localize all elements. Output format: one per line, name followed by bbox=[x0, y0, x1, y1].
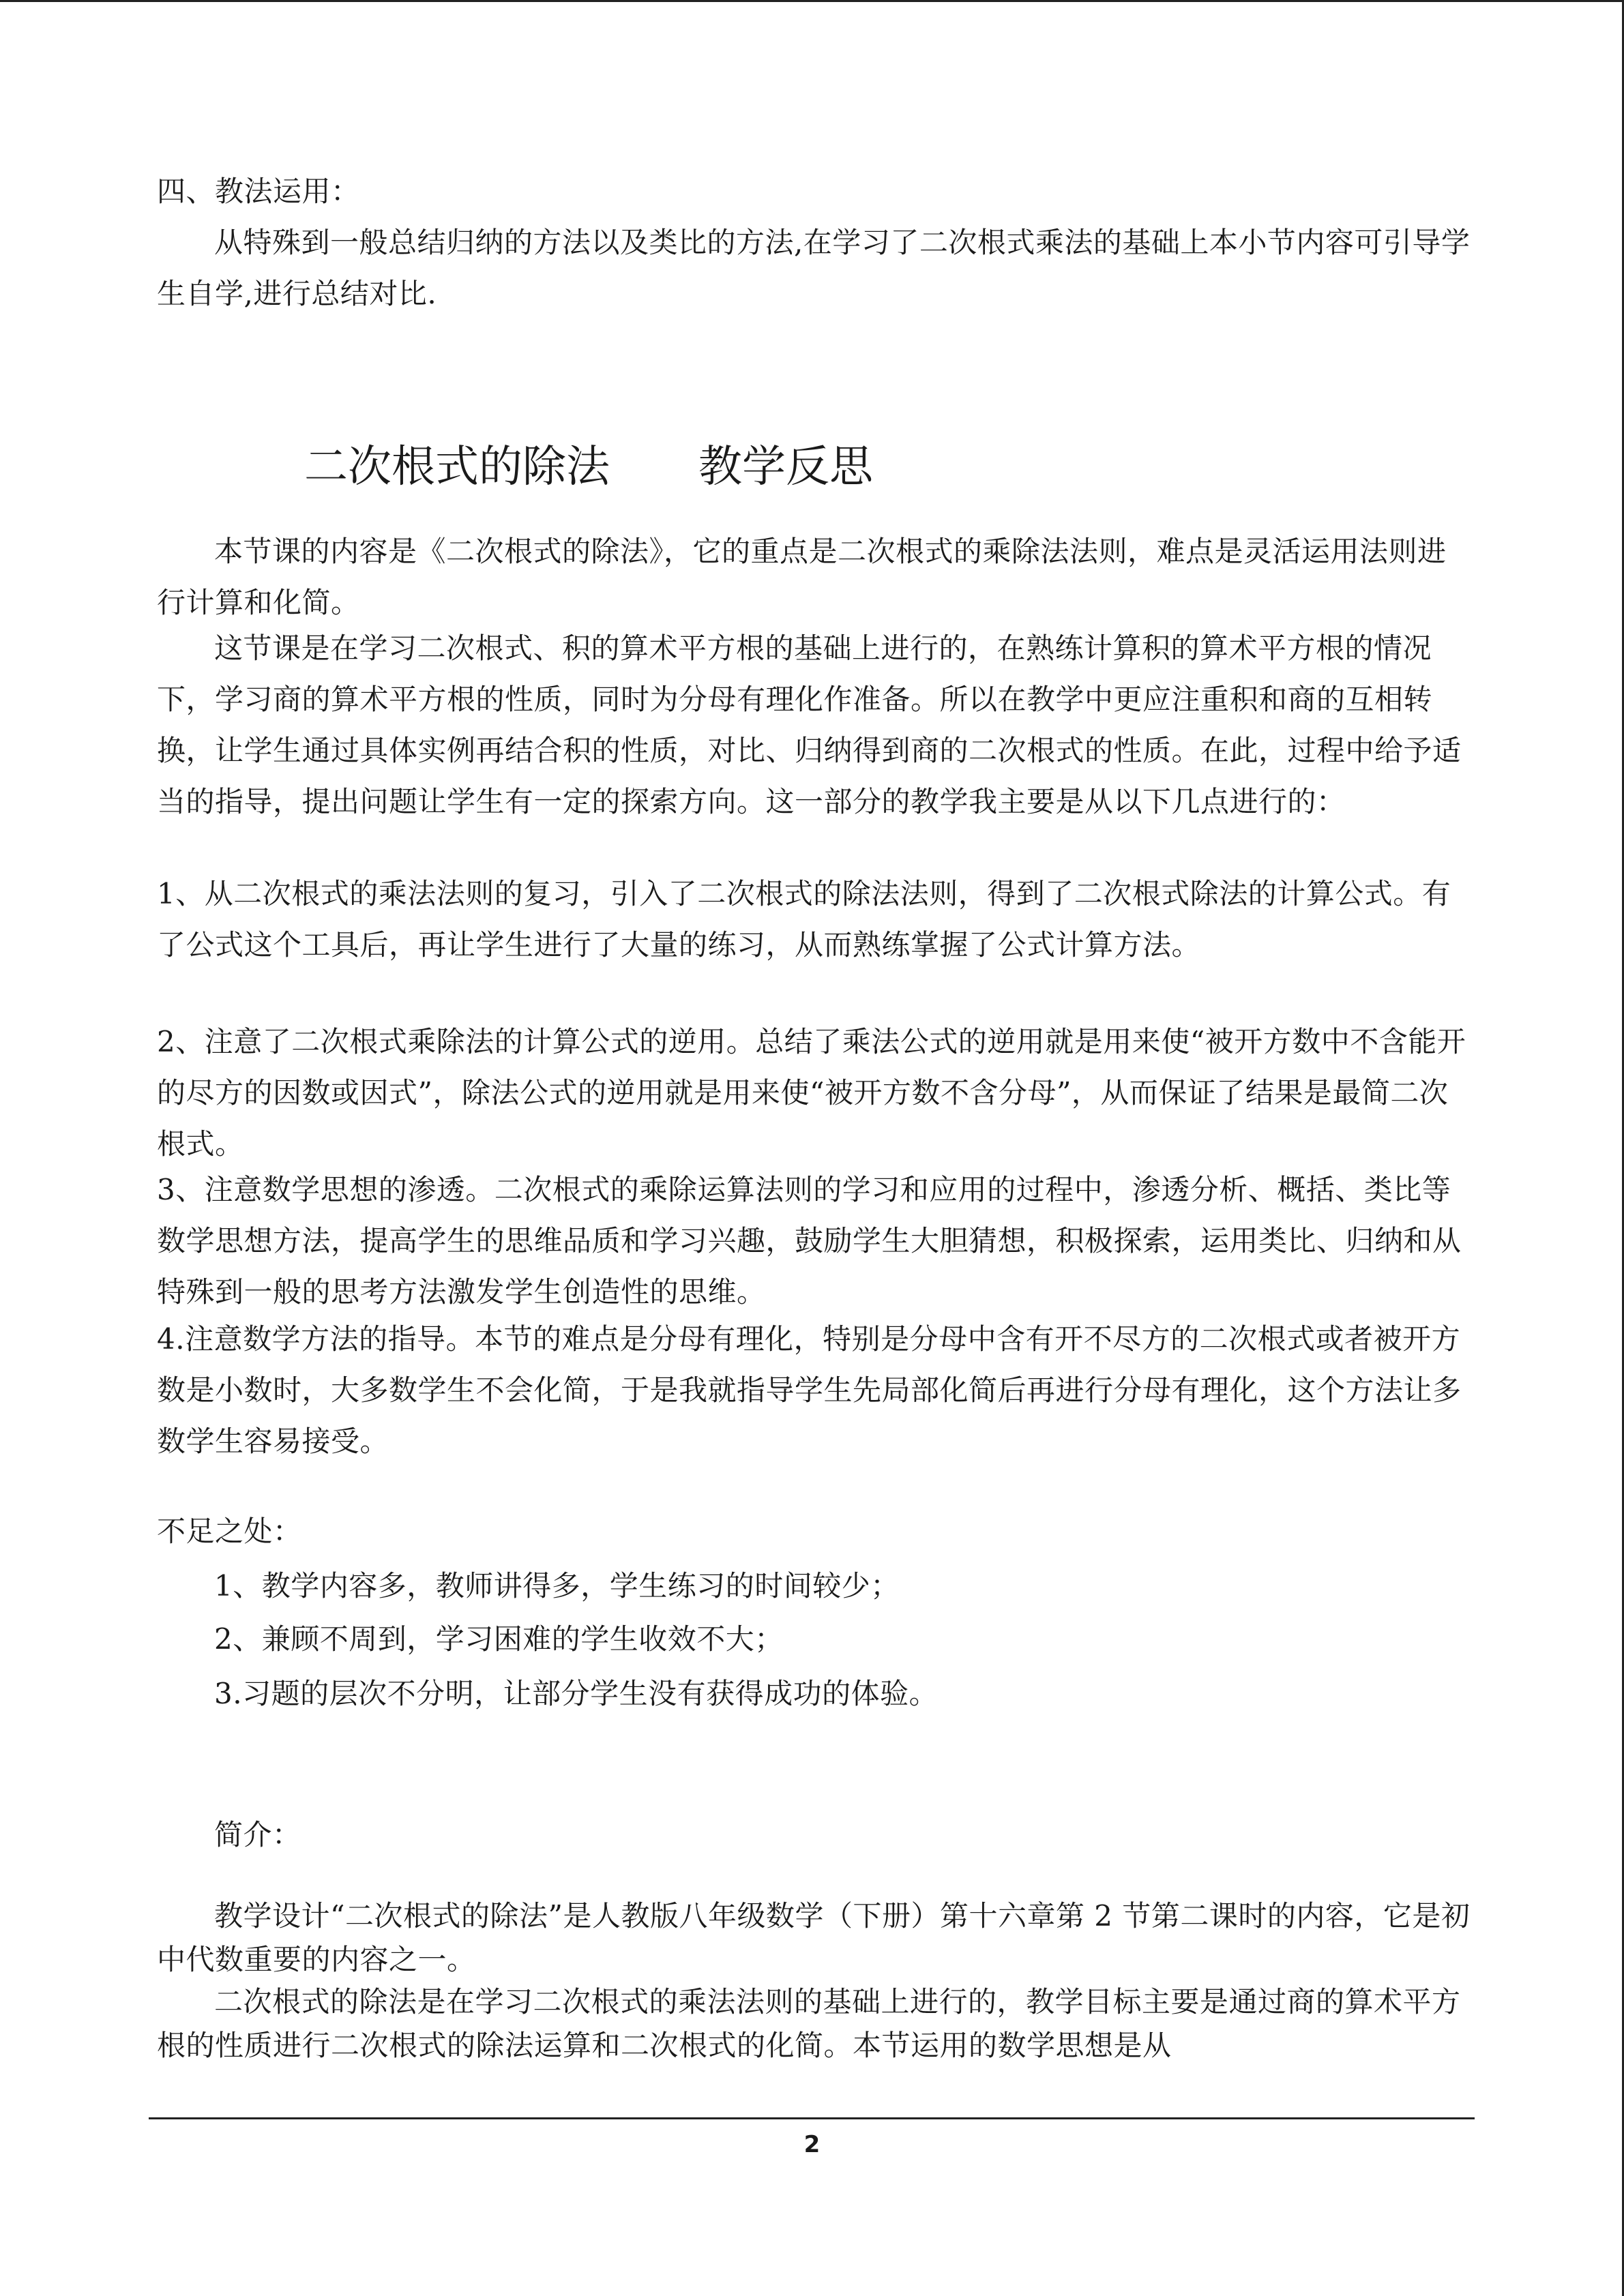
list-item: 1、教学内容多，教师讲得多，学生练习的时间较少； bbox=[214, 1569, 900, 1602]
title-right: 教学反思 bbox=[698, 442, 873, 492]
section-heading: 不足之处： bbox=[157, 1515, 302, 1548]
paragraph: 二次根式的除法是在学习二次根式的乘法法则的基础上进行的，教学目标主要是通过商的算术平方根的性质进行二次根式的除法运算和二次根式的化简。本节运用的数学思想是从 bbox=[157, 1985, 1461, 2062]
section-heading: 简介： bbox=[214, 1818, 301, 1851]
top-border bbox=[0, 0, 1624, 2]
list-item: 2、兼顾不周到，学习困难的学生收效不大； bbox=[214, 1622, 784, 1656]
paragraph: 本节课的内容是《二次根式的除法》，它的重点是二次根式的乘除法法则，难点是灵活运用法则进行计算和化简。 bbox=[157, 535, 1447, 619]
paragraph: 这节课是在学习二次根式、积的算术平方根的基础上进行的，在熟练计算积的算术平方根的情况下，学习商的算术平方根的性质，同时为分母有理化作准备。所以在教学中更应注重积和商的互相转换，让学生通过具体实例再结合积的性质，对比、归纳得到商的二次根式的性质。在此，过程中给予适当的指导，提出问题让学生有一定的探索方向。这一部分的教学我主要是从以下几点进行的： bbox=[157, 631, 1462, 818]
page-title bbox=[304, 436, 873, 498]
section-heading: 四、教法运用： bbox=[157, 175, 360, 208]
list-item: 4.注意数学方法的指导。本节的难点是分母有理化，特别是分母中含有开不尽方的二次根式或者被开方数是小数时，大多数学生不会化简，于是我就指导学生先局部化简后再进行分母有理化，这个方法让多数学生容易接受。 bbox=[157, 1322, 1462, 1458]
list-item: 1、从二次根式的乘法法则的复习，引入了二次根式的除法法则，得到了二次根式除法的计算公式。有了公式这个工具后，再让学生进行了大量的练习，从而熟练掌握了公式计算方法。 bbox=[157, 877, 1451, 961]
list-item: 2、注意了二次根式乘除法的计算公式的逆用。总结了乘法公式的逆用就是用来使“被开方数中不含能开的尽方的因数或因式”，除法公式的逆用就是用来使“被开方数不含分母”，从而保证了结果是最简二次根式。 bbox=[157, 1025, 1466, 1161]
list-item: 3、注意数学思想的渗透。二次根式的乘除运算法则的学习和应用的过程中，渗透分析、概括、类比等数学思想方法，提高学生的思维品质和学习兴趣，鼓励学生大胆猜想，积极探索，运用类比、归纳和从特殊到一般的思考方法激发学生创造性的思维。 bbox=[157, 1173, 1462, 1309]
footer-rule bbox=[149, 2117, 1475, 2119]
list-item: 3.习题的层次不分明，让部分学生没有获得成功的体验。 bbox=[214, 1677, 939, 1710]
page-number: 2 bbox=[803, 2131, 821, 2158]
paragraph: 教学设计“二次根式的除法”是人教版八年级数学（下册）第十六章第 2 节第二课时的内容，它是初中代数重要的内容之一。 bbox=[157, 1899, 1471, 1976]
title-left: 二次根式的除法 bbox=[304, 442, 610, 492]
paragraph: 从特殊到一般总结归纳的方法以及类比的方法,在学习了二次根式乘法的基础上本小节内容可引导学生自学,进行总结对比. bbox=[157, 226, 1471, 310]
